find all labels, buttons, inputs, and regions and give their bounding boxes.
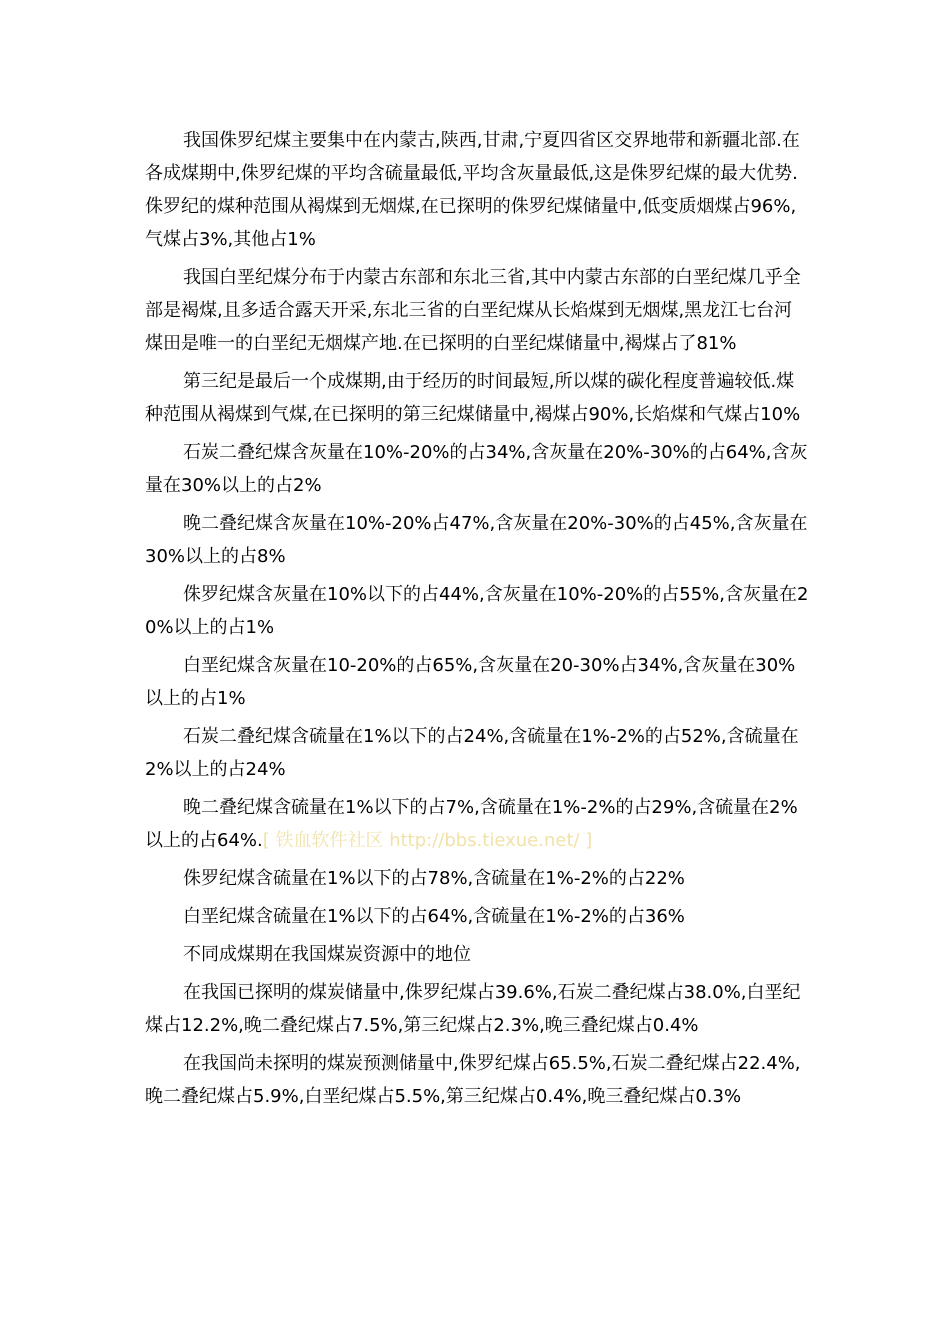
section-heading: [145, 938, 810, 971]
paragraph-carboniferous-permian-ash: [145, 436, 810, 502]
paragraph-text: 侏罗纪煤含灰量在10%以下的占44%,含灰量在10%-20%的占55%,含灰量在20%以上的占1%: [145, 584, 809, 638]
paragraph-text: 白垩纪煤含硫量在1%以下的占64%,含硫量在1%-2%的占36%: [183, 906, 685, 927]
paragraph-text: 在我国已探明的煤炭储量中,侏罗纪煤占39.6%,石炭二叠纪煤占38.0%,白垩纪煤占12.2%,晚二叠纪煤占7.5%,第三纪煤占2.3%,晚三叠纪煤占0.4%: [145, 982, 801, 1036]
paragraph-late-permian-sulfur: [145, 791, 810, 857]
paragraph-text: 第三纪是最后一个成煤期,由于经历的时间最短,所以煤的碳化程度普遍较低.煤种范围从褐煤到气煤,在已探明的第三纪煤储量中,褐煤占90%,长焰煤和气煤占10%: [145, 371, 801, 425]
paragraph-text: 在我国尚未探明的煤炭预测储量中,侏罗纪煤占65.5%,石炭二叠纪煤占22.4%,晚二叠纪煤占5.9%,白垩纪煤占5.5%,第三纪煤占0.4%,晚三叠纪煤占0.3%: [145, 1053, 801, 1107]
paragraph-text: 石炭二叠纪煤含灰量在10%-20%的占34%,含灰量在20%-30%的占64%,含灰量在30%以上的占2%: [145, 442, 808, 496]
paragraph-tertiary-coal: [145, 365, 810, 431]
paragraph-proven-reserves: [145, 976, 810, 1042]
paragraph-jurassic-ash: [145, 578, 810, 644]
document-body: [145, 124, 810, 1118]
paragraph-carboniferous-permian-sulfur: [145, 720, 810, 786]
watermark-link[interactable]: [ 铁血软件社区 http://bbs.tiexue.net/ ]: [262, 830, 593, 851]
paragraph-text: 侏罗纪煤含硫量在1%以下的占78%,含硫量在1%-2%的占22%: [183, 868, 685, 889]
paragraph-text: 不同成煤期在我国煤炭资源中的地位: [183, 944, 471, 965]
paragraph-text: 晚二叠纪煤含灰量在10%-20%占47%,含灰量在20%-30%的占45%,含灰量在30%以上的占8%: [145, 513, 808, 567]
paragraph-cretaceous-ash: [145, 649, 810, 715]
paragraph-text: 我国侏罗纪煤主要集中在内蒙古,陕西,甘肃,宁夏四省区交界地带和新疆北部.在各成煤期中,侏罗纪煤的平均含硫量最低,平均含灰量最低,这是侏罗纪煤的最大优势.侏罗纪的煤种范围从褐煤到无烟煤,在已探明的侏罗纪煤储量中,低变质烟煤占96%,气煤占3%,其他占1%: [145, 130, 800, 250]
paragraph-cretaceous-coal: [145, 261, 810, 360]
paragraph-cretaceous-sulfur: [145, 900, 810, 933]
paragraph-predicted-reserves: [145, 1047, 810, 1113]
paragraph-text: 石炭二叠纪煤含硫量在1%以下的占24%,含硫量在1%-2%的占52%,含硫量在2%以上的占24%: [145, 726, 799, 780]
paragraph-jurassic-coal: [145, 124, 810, 256]
paragraph-text: 我国白垩纪煤分布于内蒙古东部和东北三省,其中内蒙古东部的白垩纪煤几乎全部是褐煤,且多适合露天开采,东北三省的白垩纪煤从长焰煤到无烟煤,黑龙江七台河煤田是唯一的白垩纪无烟煤产地.在已探明的白垩纪煤储量中,褐煤占了81%: [145, 267, 801, 354]
paragraph-text: 晚二叠纪煤含硫量在1%以下的占7%,含硫量在1%-2%的占29%,含硫量在2%以上的占64%.: [145, 797, 798, 851]
paragraph-text: 白垩纪煤含灰量在10-20%的占65%,含灰量在20-30%占34%,含灰量在30%以上的占1%: [145, 655, 796, 709]
paragraph-late-permian-ash: [145, 507, 810, 573]
paragraph-jurassic-sulfur: [145, 862, 810, 895]
